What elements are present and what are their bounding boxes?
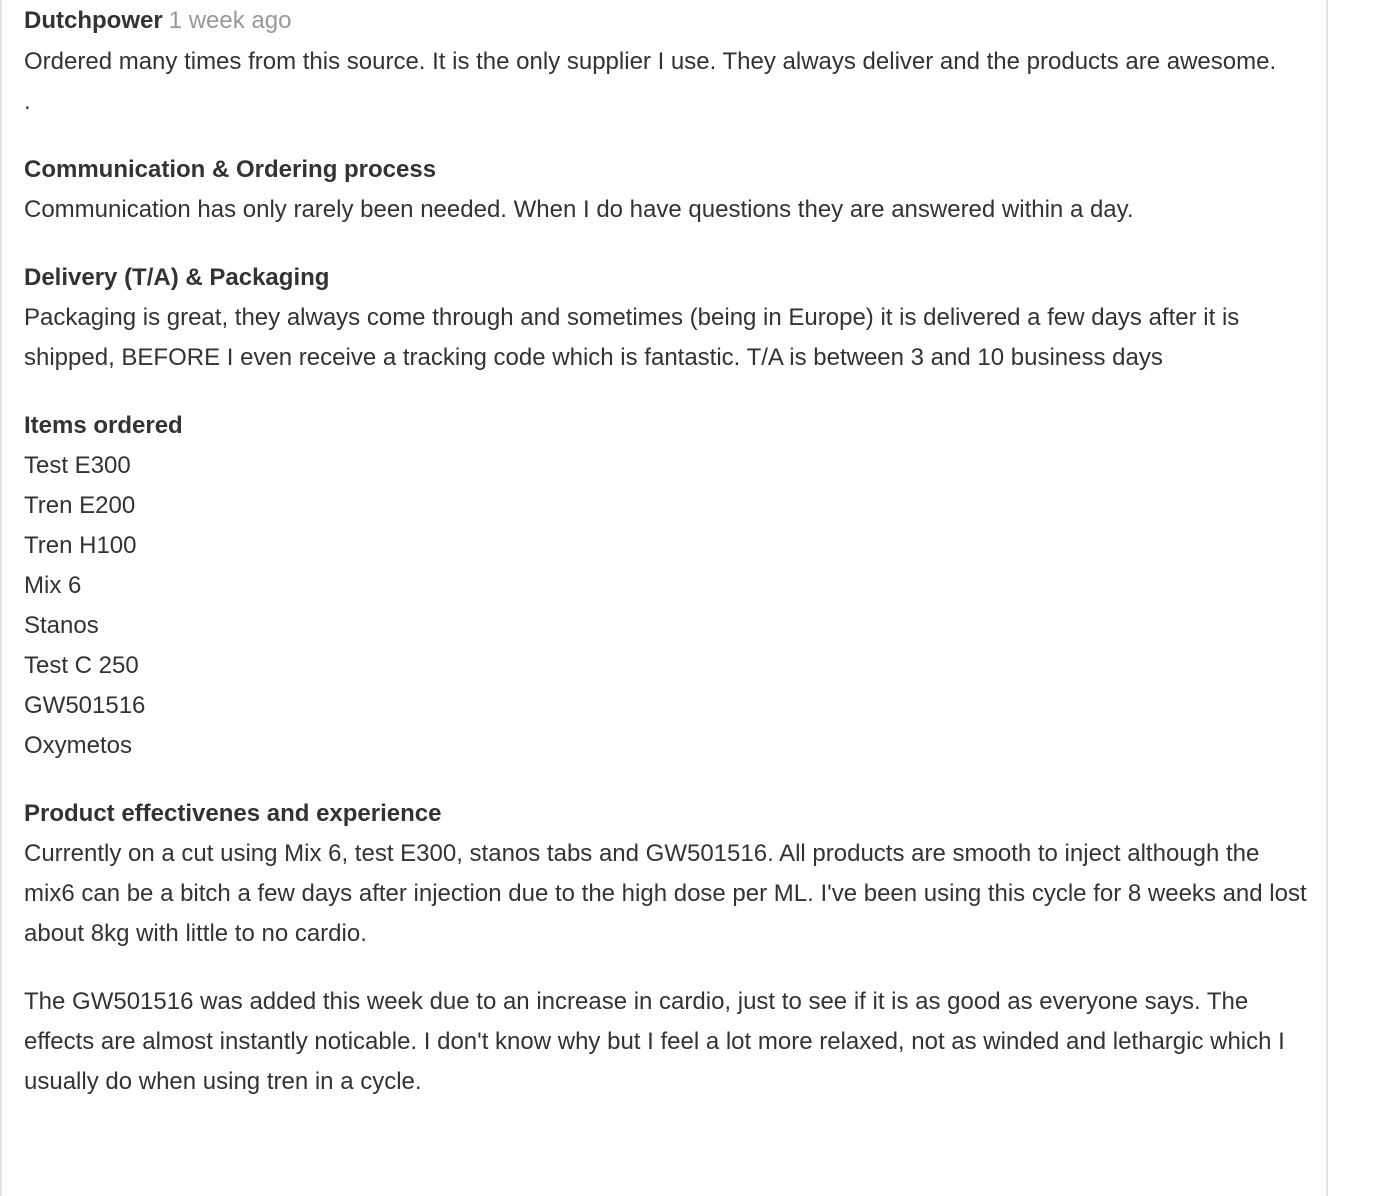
items-heading: Items ordered <box>24 412 183 439</box>
review-header <box>24 0 1314 42</box>
list-item: Tren H100 <box>24 532 137 559</box>
effectiveness-body-2: The GW501516 was added this week due to an increase in cardio, just to see if it is as good as everyone says. The effects are almost instantly noticable. I don't know why but I feel a lot more relaxed, not as winded and lethargic which I usually do when using tren in a cycle. <box>24 988 1285 1095</box>
delivery-body: Packaging is great, they always come through and sometimes (being in Europe) it is delivered a few days after it is shipped, BEFORE I even receive a tracking code which is fantastic. T/A is between 3 and 10 business days <box>24 304 1240 371</box>
list-item: Stanos <box>24 612 99 639</box>
list-item: Tren E200 <box>24 492 136 519</box>
effectiveness-body: Currently on a cut using Mix 6, test E300, stanos tabs and GW501516. All products are smooth to inject although the mix6 can be a bitch a few days after injection due to the high dose per ML. I've been using this cycle for 8 weeks and lost about 8kg with little to no cardio. <box>24 840 1307 947</box>
review-dot: . <box>24 88 31 115</box>
delivery-heading: Delivery (T/A) & Packaging <box>24 264 330 291</box>
list-item: Test E300 <box>24 452 131 479</box>
review-intro: Ordered many times from this source. It is the only supplier I use. They always deliver and the products are awesome. <box>24 48 1277 75</box>
list-item: GW501516 <box>24 692 146 719</box>
communication-heading: Communication & Ordering process <box>24 156 437 183</box>
items-list <box>24 446 1314 766</box>
review-author[interactable]: Dutchpower <box>24 7 163 34</box>
list-item: Oxymetos <box>24 732 133 759</box>
review-time: 1 week ago <box>168 7 292 34</box>
list-item: Test C 250 <box>24 652 139 679</box>
effectiveness-heading: Product effectivenes and experience <box>24 800 442 827</box>
communication-body: Communication has only rarely been needed. When I do have questions they are answered within a day. <box>24 196 1134 223</box>
list-item: Mix 6 <box>24 572 82 599</box>
review-content <box>24 0 1314 1102</box>
